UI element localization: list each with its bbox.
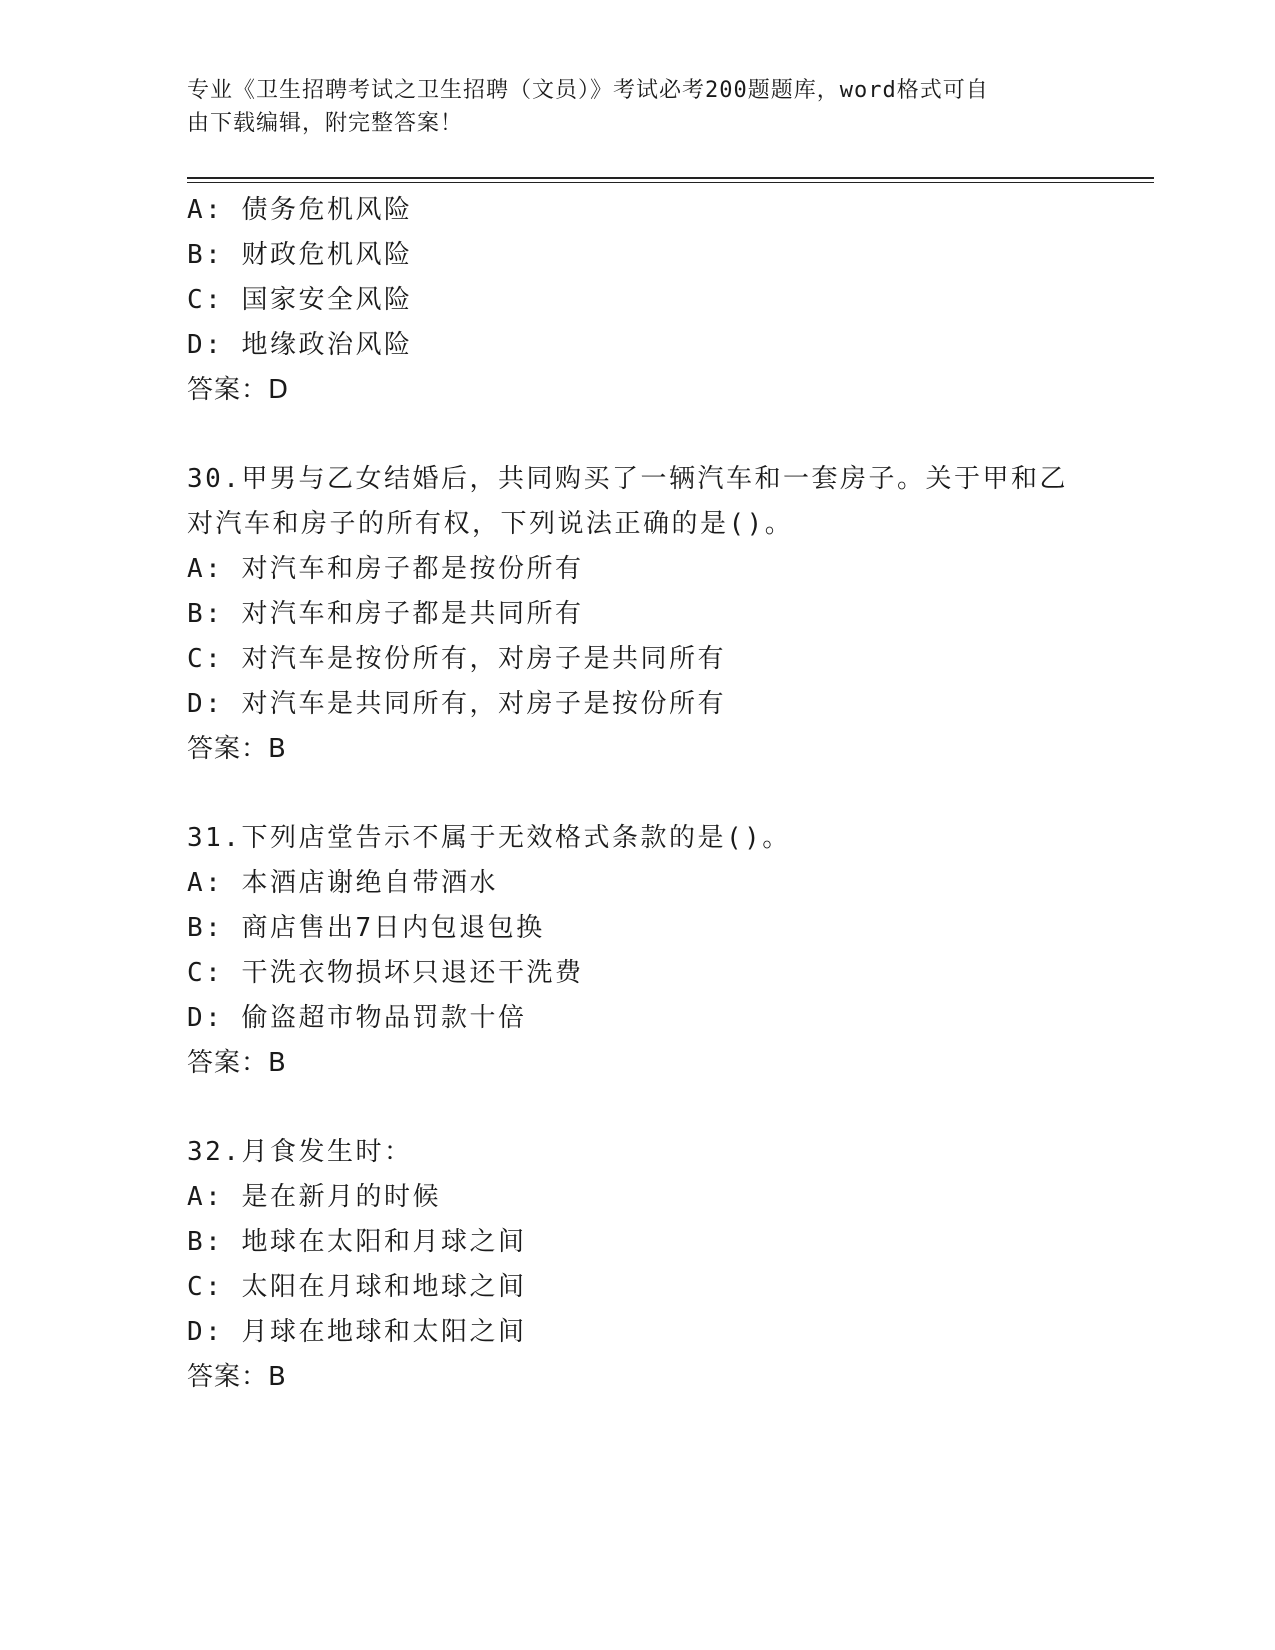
header-divider-thick xyxy=(187,177,1154,179)
q29-option-b: B: 财政危机风险 xyxy=(187,240,413,270)
q31-answer: 答案：B xyxy=(187,1048,287,1078)
q30-answer: 答案：B xyxy=(187,734,287,764)
q30-option-d: D: 对汽车是共同所有，对房子是按份所有 xyxy=(187,689,726,719)
q31-stem: 31.下列店堂告示不属于无效格式条款的是()。 xyxy=(187,823,791,853)
q29-answer: 答案：D xyxy=(187,375,290,405)
q30-option-c: C: 对汽车是按份所有，对房子是共同所有 xyxy=(187,644,726,674)
q32-option-b: B: 地球在太阳和月球之间 xyxy=(187,1227,527,1257)
header-divider-thin xyxy=(187,182,1154,183)
header-line-2: 由下载编辑，附完整答案！ xyxy=(187,111,464,136)
q32-option-c: C: 太阳在月球和地球之间 xyxy=(187,1272,527,1302)
q32-option-a: A: 是在新月的时候 xyxy=(187,1182,441,1212)
document-header xyxy=(187,74,1067,140)
header-line-1: 专业《卫生招聘考试之卫生招聘（文员）》考试必考200题题库，word格式可自 xyxy=(187,78,989,103)
q30-option-a: A: 对汽车和房子都是按份所有 xyxy=(187,554,584,584)
q31-option-d: D: 偷盗超市物品罚款十倍 xyxy=(187,1003,527,1033)
q32-stem: 32.月食发生时： xyxy=(187,1137,413,1167)
q30-stem-line-1: 30.甲男与乙女结婚后，共同购买了一辆汽车和一套房子。关于甲和乙 xyxy=(187,464,1068,494)
q31-option-a: A: 本酒店谢绝自带酒水 xyxy=(187,868,498,898)
q29-option-c: C: 国家安全风险 xyxy=(187,285,413,315)
q32-option-d: D: 月球在地球和太阳之间 xyxy=(187,1317,527,1347)
q31-option-c: C: 干洗衣物损坏只退还干洗费 xyxy=(187,958,584,988)
q31-option-b: B: 商店售出7日内包退包换 xyxy=(187,913,545,943)
q30-stem-line-2: 对汽车和房子的所有权，下列说法正确的是()。 xyxy=(187,509,794,539)
q30-option-b: B: 对汽车和房子都是共同所有 xyxy=(187,599,584,629)
q29-option-d: D: 地缘政治风险 xyxy=(187,330,413,360)
q29-option-a: A: 债务危机风险 xyxy=(187,195,413,225)
q32-answer: 答案：B xyxy=(187,1362,287,1392)
